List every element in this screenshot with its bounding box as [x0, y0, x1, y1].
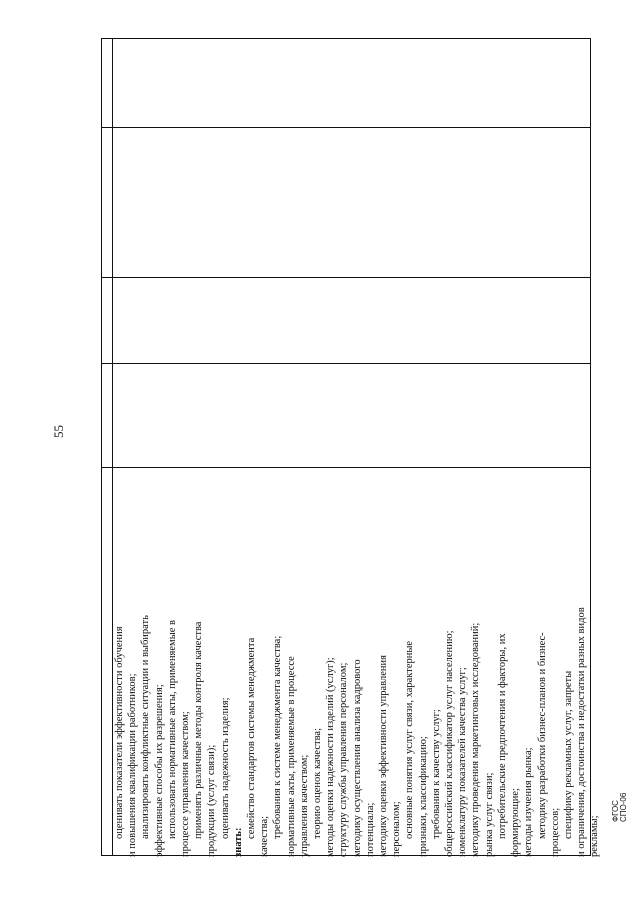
content-line: анализировать конфликтные ситуации и выбирать: [140, 615, 152, 839]
content-line: эффективные способы их разрешения;: [153, 684, 165, 857]
content-line: и ограничения, достоинства и недостатки разных видов: [576, 607, 588, 857]
content-line: потребительские предпочтения и факторы, их: [496, 633, 508, 839]
content-line: знать:: [232, 827, 244, 857]
content-line: формирующие;: [510, 788, 522, 857]
content-line: нормативные акты, применяемые в процессе: [285, 656, 297, 857]
content-line: признаки, классификацию;: [417, 736, 429, 857]
competency-description: [113, 489, 601, 857]
row-divider: [102, 363, 590, 364]
content-line: семейство стандартов системы менеджмента: [246, 637, 258, 839]
content-line: теорию оценок качества;: [312, 728, 324, 839]
content-line: рынка услуг связи;: [483, 772, 495, 857]
content-line: общероссийский классификатор услуг населению;: [444, 630, 456, 857]
row-divider: [102, 277, 590, 278]
content-line: качества;: [259, 815, 271, 857]
content-line: методы изучения рынка;: [523, 747, 535, 857]
content-line: методику осуществления анализа кадрового: [351, 659, 363, 857]
competency-table: [101, 38, 601, 857]
content-line: персоналом;: [391, 801, 403, 857]
content-line: процессе управления качеством;: [180, 711, 192, 857]
content-line: методику проведения маркетинговых исследований;: [470, 622, 482, 857]
row-divider: [102, 467, 590, 468]
content-line: основные понятия услуг связи, характерные: [404, 640, 416, 839]
content-line: методику разработки бизнес-планов и бизнес-: [536, 632, 548, 839]
content-line: применять различные методы контроля качества: [193, 621, 205, 839]
content-line: потенциала;: [364, 802, 376, 857]
content-line: оценивать показатели эффективности обучения: [114, 626, 125, 839]
content-line: требования к системе менеджмента качества;: [272, 635, 284, 839]
page-number: 55: [51, 425, 66, 438]
content-line: управления качеством;: [298, 754, 310, 857]
content-line: и повышения квалификации работников;: [127, 673, 139, 857]
content-line: номенклатуру показателей качества услуг;: [457, 667, 469, 857]
row-divider: [102, 127, 590, 128]
content-line: процессов;: [549, 807, 561, 857]
content-line: методику оценки эффективности управления: [378, 655, 390, 857]
content-line: требования к качеству услуг;: [430, 709, 442, 839]
content-line: продукции (услуг связи);: [206, 744, 218, 857]
content-line: специфику рекламных услуг, запреты: [562, 670, 574, 839]
content-line: методы оценки надежности изделий (услуг);: [325, 657, 337, 857]
content-line: рекламы;: [589, 815, 601, 857]
document-footer: ФГОС СПО-06: [611, 792, 628, 822]
content-line: оценивать надежность изделия;: [219, 697, 231, 839]
content-line: структуру службы управления персоналом;: [338, 662, 350, 857]
content-line: использовать нормативные акты, применяемые в: [166, 620, 178, 839]
